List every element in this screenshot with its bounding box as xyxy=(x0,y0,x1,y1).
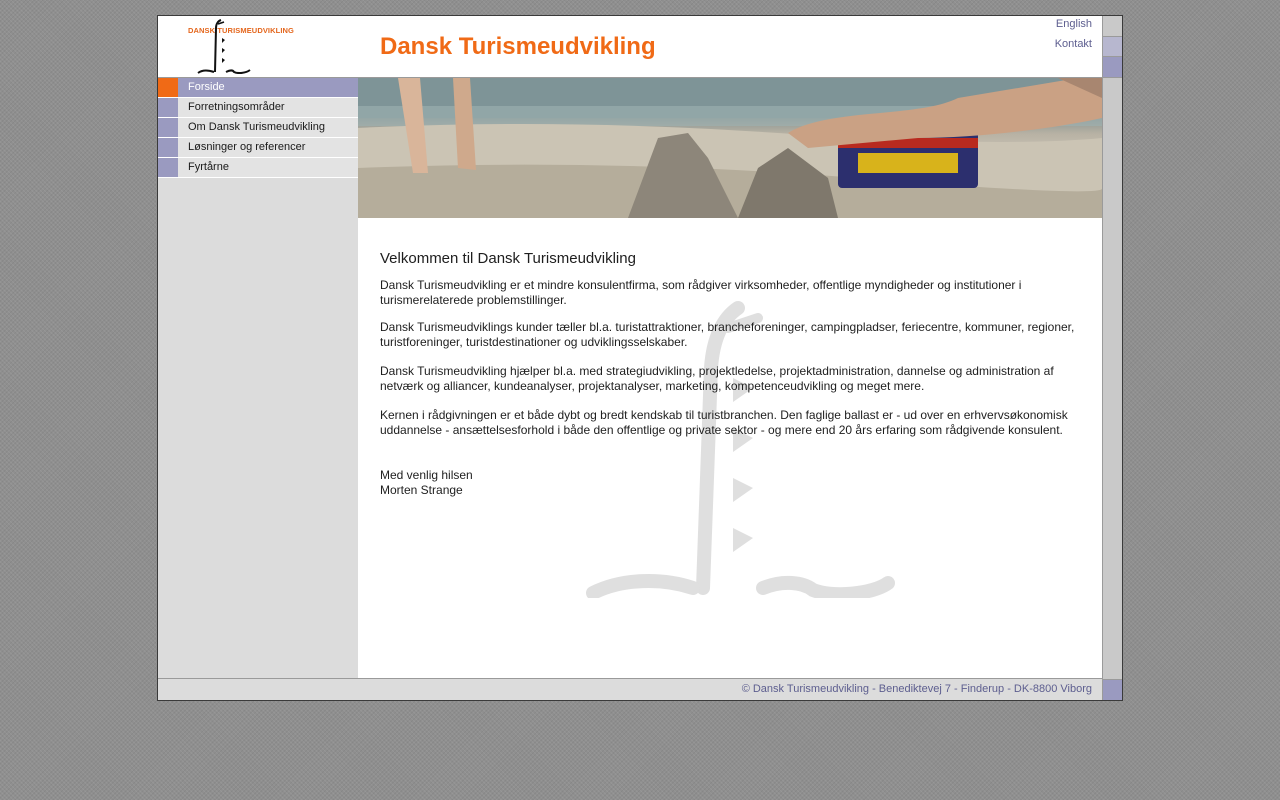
page-heading: Velkommen til Dansk Turismeudvikling xyxy=(380,250,636,267)
nav-marker xyxy=(158,118,178,137)
signoff-greeting: Med venlig hilsen xyxy=(380,468,473,482)
nav-item-forside[interactable] xyxy=(158,78,358,98)
main-content xyxy=(358,218,1102,678)
page-frame xyxy=(157,15,1123,701)
nav-marker xyxy=(158,98,178,117)
right-decor-cell xyxy=(1103,57,1123,78)
right-decor-column xyxy=(1102,16,1123,700)
nav-item-forretningsomraader[interactable] xyxy=(158,98,358,118)
header xyxy=(158,16,1102,78)
signoff-name: Morten Strange xyxy=(380,483,463,497)
nav-item-label: Forside xyxy=(188,81,225,93)
lighthouse-logo-icon xyxy=(188,18,304,74)
nav-marker xyxy=(158,138,178,157)
contact-link[interactable]: Kontakt xyxy=(1054,38,1092,50)
logo-text: DANSK TURISMEUDVIKLING xyxy=(188,26,294,35)
nav-item-label: Fyrtårne xyxy=(188,161,229,173)
article xyxy=(380,251,1080,512)
site-title: Dansk Turismeudvikling xyxy=(380,33,656,60)
nav-item-om[interactable] xyxy=(158,118,358,138)
right-decor-cell xyxy=(1103,679,1123,701)
signoff xyxy=(380,468,1080,498)
nav-item-loesninger[interactable] xyxy=(158,138,358,158)
nav-marker xyxy=(158,78,178,97)
right-decor-cell xyxy=(1103,16,1123,37)
nav-item-label: Om Dansk Turismeudvikling xyxy=(188,121,325,133)
nav-marker xyxy=(158,158,178,177)
footer-address: © Dansk Turismeudvikling - Benediktevej 7 - Finderup - DK-8800 Viborg xyxy=(741,683,1092,695)
sidebar-nav xyxy=(158,78,358,678)
nav-item-fyrtaarne[interactable] xyxy=(158,158,358,178)
nav-item-label: Forretningsområder xyxy=(188,101,285,113)
right-decor-cell xyxy=(1103,37,1123,57)
beach-sandcastle-photo xyxy=(358,78,1102,218)
nav-item-label: Løsninger og referencer xyxy=(188,141,306,153)
hero-beach-image xyxy=(358,78,1102,218)
paragraph: Dansk Turismeudviklings kunder tæller bl.a. turistattraktioner, brancheforeninger, campingpladser, feriecentre, kommuner, regioner, turistforeninger, turistdestinationer og udviklingsselskaber. xyxy=(380,320,1075,349)
english-link[interactable]: English xyxy=(1055,18,1092,30)
footer xyxy=(158,678,1102,700)
paragraph: Dansk Turismeudvikling er et mindre konsulentfirma, som rådgiver virksomheder, offentlige myndigheder og institutioner i turismerelaterede problemstillinger. xyxy=(380,278,1022,307)
logo[interactable] xyxy=(188,18,304,74)
paragraph: Dansk Turismeudvikling hjælper bl.a. med strategiudvikling, projektledelse, projektadministration, dannelse og administration af netværk og alliancer, kundeanalyser, projektanalyser, marketing, kompetenceudvikling og meget mere. xyxy=(380,364,1054,393)
paragraph: Kernen i rådgivningen er et både dybt og bredt kendskab til turistbranchen. Den faglige ballast er - ud over en erhvervsøkonomisk uddannelse - ansættelsesforhold i både den offentlige og private sektor - og mere end 20 års erfaring som rådgivende konsulent. xyxy=(380,408,1068,437)
